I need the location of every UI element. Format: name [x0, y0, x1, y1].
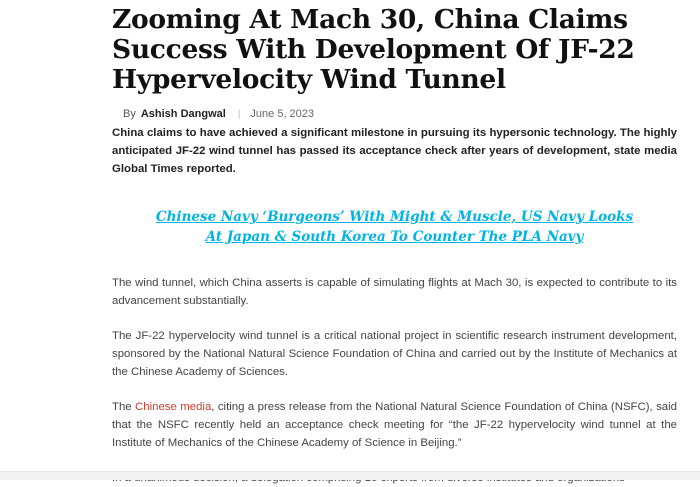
article — [112, 0, 677, 487]
publish-date: June 5, 2023 — [250, 108, 315, 120]
author-link[interactable]: Ashish Dangwal — [140, 108, 226, 120]
article-meta — [112, 107, 677, 121]
paragraph-2: The JF-22 hypervelocity wind tunnel is a critical national project in scientific research instrument development, sponsored by the National Natural Science Foundation of China and carried out by the Institute of Mechanics at the Chinese Academy of Sciences. — [112, 330, 677, 378]
article-lead: China claims to have achieved a significant milestone in pursuing its hypersonic technology. The highly anticipated JF-22 wind tunnel has passed its acceptance check after years of development, state media Global Times reported. — [112, 127, 677, 175]
paragraph-3 — [112, 398, 677, 452]
meta-separator: | — [237, 108, 241, 120]
related-article — [112, 207, 677, 247]
chinese-media-link[interactable]: Chinese media — [135, 401, 212, 413]
by-label: By — [123, 108, 136, 120]
paragraph-1: The wind tunnel, which China asserts is capable of simulating flights at Mach 30, is expected to contribute to its advancement substantially. — [112, 277, 677, 307]
paragraph-3-start: The — [112, 401, 136, 413]
bottom-scroll-edge — [0, 471, 700, 480]
related-article-link[interactable]: Chinese Navy ‘Burgeons’ With Might & Muscle, US Navy Looks At Japan & South Korea To Counter The PLA Navy — [155, 209, 634, 245]
paragraph-3-rest: , citing a press release from the National Natural Science Foundation of China (NSFC), said that the NSFC recently held an acceptance check meeting for “the JF-22 hypervelocity wind tunnel at the Institute of Mechanics of the Chinese Academy of Science in Beijing.” — [112, 401, 677, 449]
article-title: Zooming At Mach 30, China Claims Success With Development Of JF-22 Hypervelocity Wind Tunnel — [112, 4, 635, 95]
